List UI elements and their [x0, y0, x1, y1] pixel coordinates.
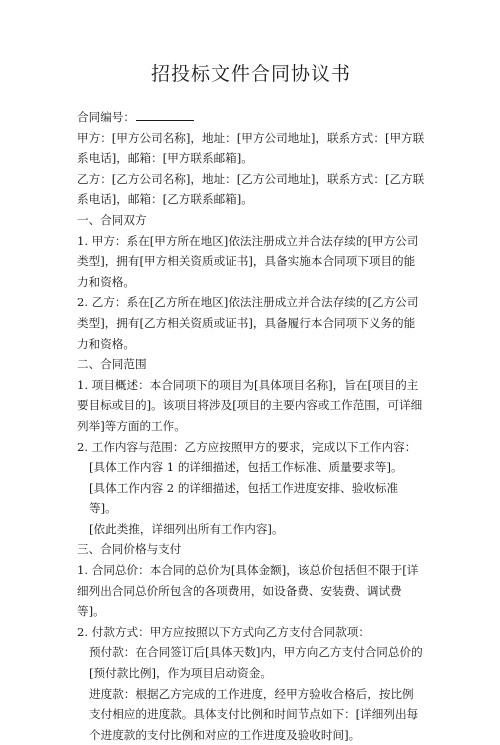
- document-paragraph: 二、合同范围: [77, 357, 147, 372]
- document-paragraph: 三、合同价格与支付: [77, 542, 182, 557]
- document-paragraph: [依此类推，详细列出所有工作内容]。: [89, 521, 284, 536]
- document-paragraph: 2. 乙方：系在[乙方所在地区]依法注册成立并合法存续的[乙方公司类型]，拥有[乙方相关资质或证书]，具备履行本合同项下义务的能力和资格。: [77, 295, 419, 351]
- document-paragraph: 甲方：[甲方公司名称]，地址：[甲方公司地址]，联系方式：[甲方联系电话]，邮箱：[甲方联系邮箱]。: [77, 130, 425, 166]
- document-paragraph: 乙方：[乙方公司名称]，地址：[乙方公司地址]，联系方式：[乙方联系电话]，邮箱：[乙方联系邮箱]。: [77, 171, 425, 207]
- document-paragraph: 一、合同双方: [77, 212, 147, 227]
- contract-number-label: 合同编号：: [77, 110, 135, 124]
- document-paragraph: 预付款：在合同签订后[具体天数]内，甲方向乙方支付合同总价的[预付款比例]，作为项目启动资金。: [89, 645, 423, 681]
- contract-number-line: [77, 107, 425, 128]
- document-paragraph: [具体工作内容 1 的详细描述，包括工作标准、质量要求等]。: [89, 460, 403, 475]
- document-paragraph: 1. 合同总价：本合同的总价为[具体金额]，该总价包括但不限于[详细列出合同总价所包含的各项费用，如设备费、安装费、调试费等]。: [77, 563, 419, 619]
- contract-number-blank: [136, 107, 194, 121]
- document-paragraph: 1. 项目概述：本合同项下的项目为[具体项目名称]，旨在[项目的主要目标或目的]。该项目将涉及[项目的主要内容或工作范围，可详细列举]等方面的工作。: [77, 377, 423, 433]
- document-paragraph: [具体工作内容 2 的详细描述，包括工作进度安排、验收标准等]。: [89, 480, 399, 516]
- document-paragraph: 2. 付款方式：甲方应按照以下方式向乙方支付合同款项：: [77, 624, 370, 639]
- document-title: 招投标文件合同协议书: [150, 63, 351, 85]
- document-paragraph: 进度款：根据乙方完成的工作进度，经甲方验收合格后，按比例支付相应的进度款。具体支付比例和时间节点如下：[详细列出每个进度款的支付比例和对应的工作进度及验收时间]。: [89, 686, 419, 742]
- document-paragraph: 1. 甲方：系在[甲方所在地区]依法注册成立并合法存续的[甲方公司类型]，拥有[甲方相关资质或证书]，具备实施本合同项下项目的能力和资格。: [77, 233, 419, 289]
- document-paragraph: 2. 工作内容与范围：乙方应按照甲方的要求，完成以下工作内容：: [77, 439, 417, 454]
- document-body: [77, 107, 425, 745]
